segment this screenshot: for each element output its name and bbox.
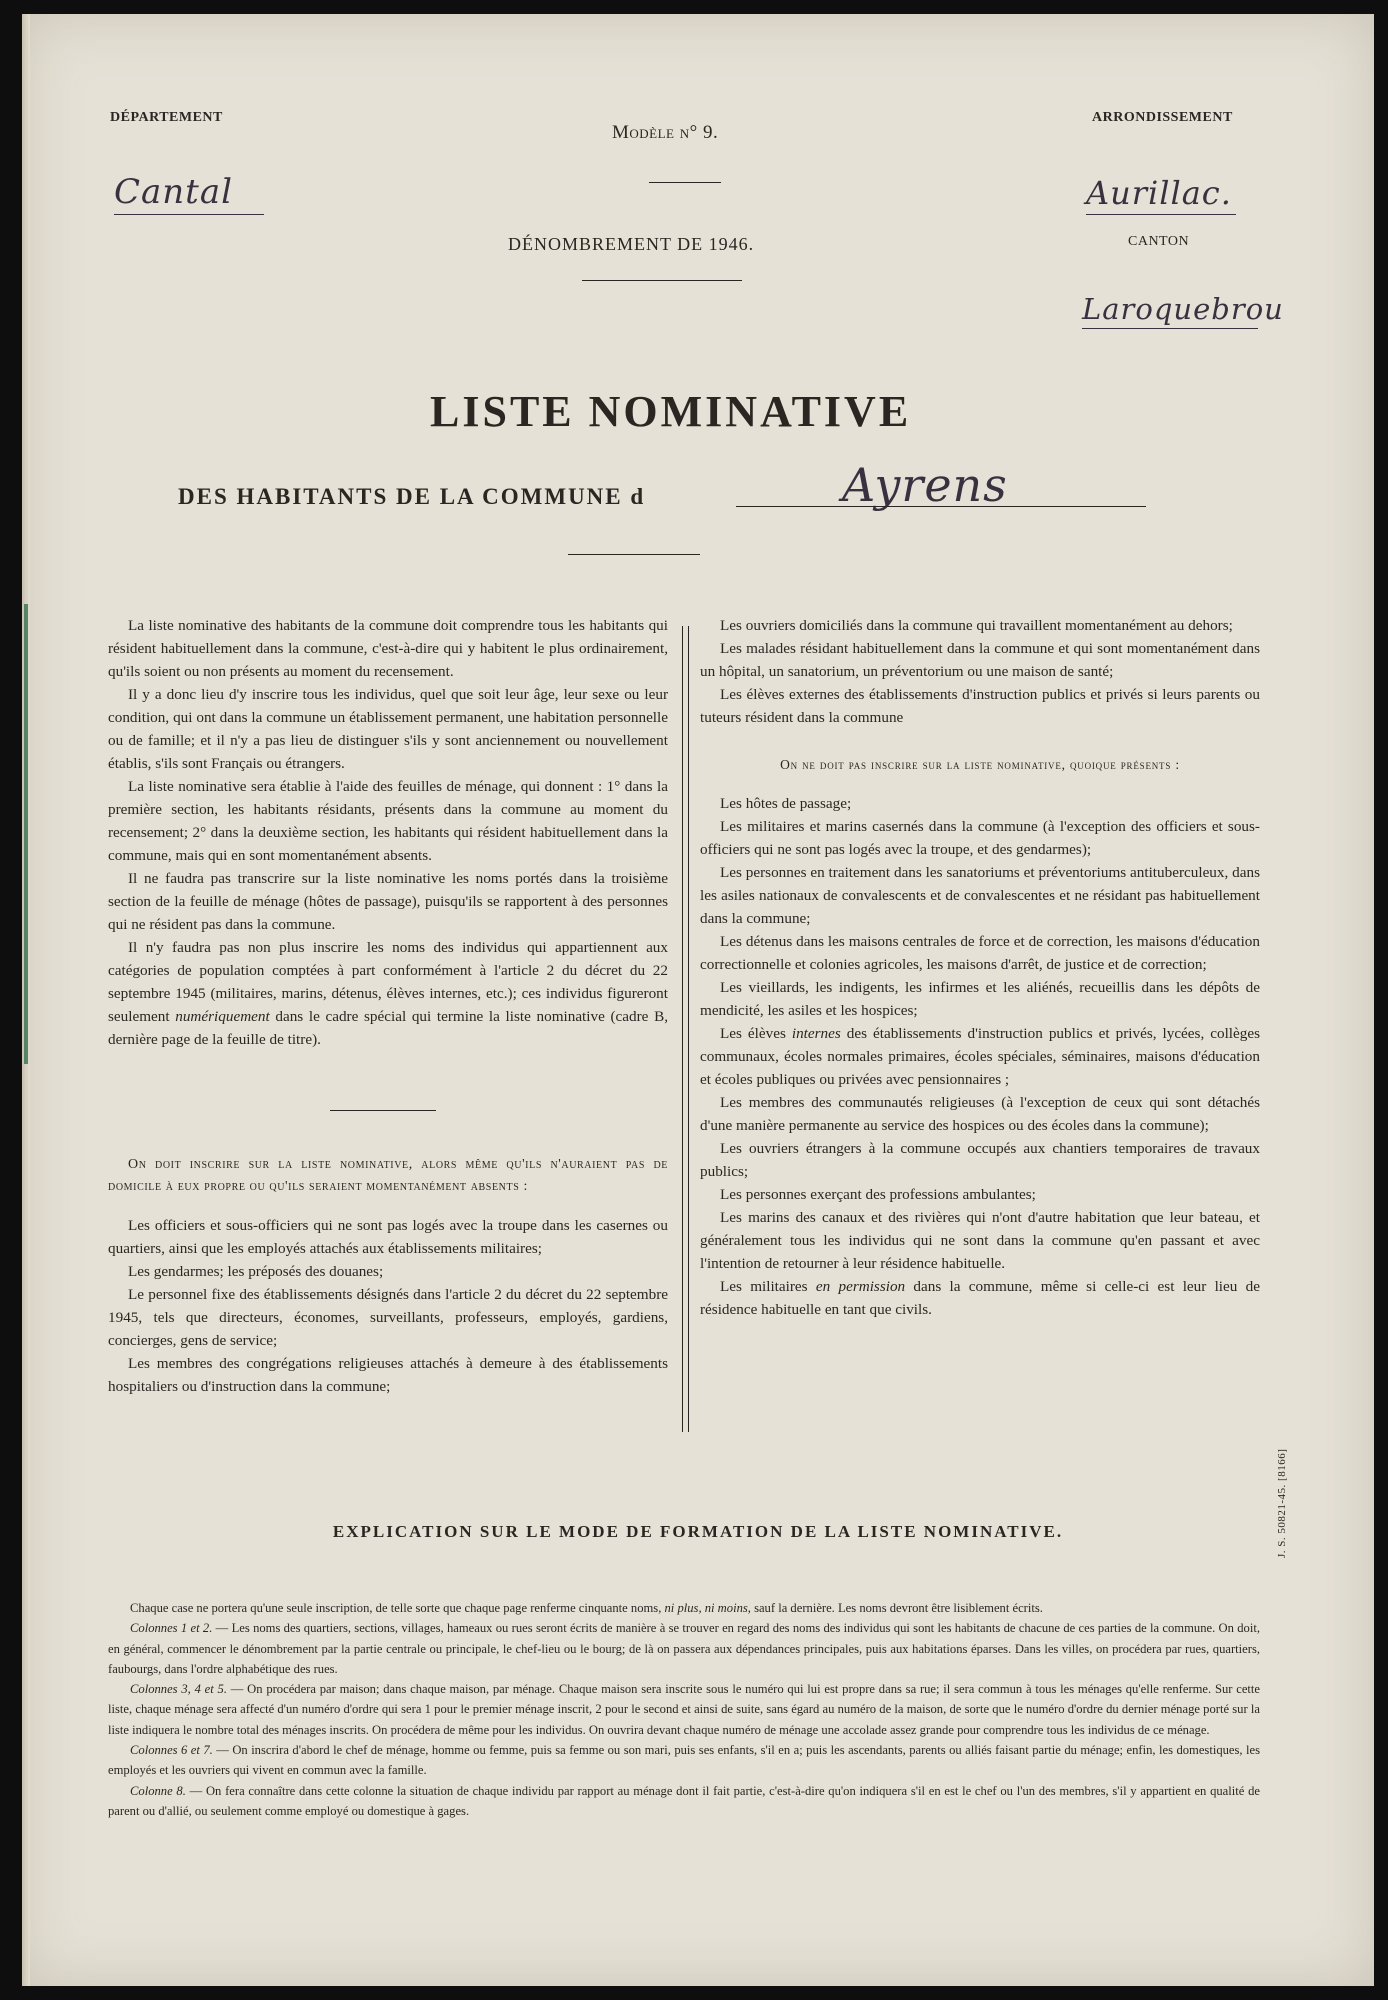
list-item: Les vieillards, les indigents, les infirmes et les aliénés, recueillis dans les dépôts de mendicité, les asiles et les hospices; (700, 979, 1260, 1019)
list-item: Les membres des communautés religieuses (à l'exception de ceux qui sont détachés d'une manière permanente au service des hospices ou des écoles dans la commune); (700, 1094, 1260, 1134)
paragraph (108, 1740, 1260, 1781)
explication-title: EXPLICATION SUR LE MODE DE FORMATION DE LA LISTE NOMINATIVE. (332, 1522, 1064, 1541)
header-rule-2 (582, 280, 742, 281)
left-column (108, 614, 668, 1051)
paragraph: La liste nominative des habitants de la commune doit comprendre tous les habitants qui résident habituellement dans la commune, c'est-à-dire qui y habitent le plus ordinairement, qu'ils soient ou non présents au moment du recensement. (108, 617, 668, 680)
column-divider (688, 626, 689, 1432)
title-rule (568, 554, 700, 555)
list-item (700, 1022, 1260, 1091)
paragraph (108, 1781, 1260, 1822)
departement-value: Cantal (114, 172, 264, 215)
text-run: Les militaires (720, 1278, 816, 1295)
list-item: Le personnel fixe des établissements désignés dans l'article 2 du décret du 22 septembre 1945, tels que directeurs, économes, surveillants, professeurs, employés, gardiens, concierges, gens de service; (108, 1286, 668, 1349)
commune-line-label: DES HABITANTS DE LA COMMUNE d (178, 484, 646, 509)
printer-mark: J. S. 50821-45. [8166] (1276, 1448, 1288, 1558)
exclude-heading: On ne doit pas inscrire sur la liste nominative, quoique présents : (780, 757, 1180, 772)
paragraph: La liste nominative sera établie à l'aide des feuilles de ménage, qui donnent : 1° dans la première section, les habitants résidants, présents dans la commune au moment du recensement; 2° dans la deuxième section, les habitants qui résident habituellement dans la commune, mais qui en sont momentanément absents. (108, 778, 668, 864)
departement-label: DÉPARTEMENT (110, 110, 223, 125)
list-item: Les marins des canaux et des rivières qui n'ont d'autre habitation que leur bateau, et généralement tous les individus qui ne sont dans la commune qu'en passant et avec l'intention de retourner à leur résidence habituelle. (700, 1209, 1260, 1272)
text-run: Il n'y faudra pas non plus inscrire les noms des individus qui appartiennent aux catégories de population comptées à part conformément à l'article 2 du décret du 22 septembre 1945 (militaires, marins, détenus, élèves internes, etc.); ces individus figureront seulement (108, 939, 668, 1025)
emphasis-text: en permission (815, 1278, 906, 1295)
paragraph (108, 936, 668, 1051)
left-divider-rule (330, 1110, 436, 1111)
list-item: Les militaires et marins casernés dans la commune (à l'exception des officiers et sous-officiers qui ne sont pas logés avec la troupe, et des gendarmes); (700, 818, 1260, 858)
paragraph: Il y a donc lieu d'y inscrire tous les individus, quel que soit leur âge, leur sexe ou leur condition, qui ont dans la commune un établissement permanent, une habitation personnelle ou de famille; et il n'y a pas lieu de distinguer s'ils y sont anciennement ou nouvellement établis, s'ils sont Français ou étrangers. (108, 686, 668, 772)
commune-underline (736, 506, 1146, 507)
text-run: dans la commune, même si celle-ci est leur lieu de résidence habituelle en tant que civils. (700, 1278, 1260, 1318)
text-run: des établissements d'instruction publics et privés, lycées, collèges communaux, écoles normales primaires, écoles spéciales, séminaires, maisons d'éducation et écoles publiques ou privées avec pensionnaires ; (700, 1025, 1260, 1088)
denombrement-title: DÉNOMBREMENT DE 1946. (508, 234, 755, 254)
text-run: — On procédera par maison; dans chaque maison, par ménage. Chaque maison sera inscrite sous le numéro qui lui est propre dans sa rue; il sera commun à tous les ménages qu'elle renferme. Sur cette liste, chaque ménage sera affecté d'un numéro d'ordre qui sera 1 pour le premier ménage inscrit, 2 pour le second et ainsi de suite, sans égard au numéro de la maison, de sorte que le numéro d'ordre du dernier ménage porté sur la liste indiquera le nombre total des ménages inscrits. On procédera de même pour les individus. On ouvrira devant chaque numéro de ménage une accolade assez grande pour comprendre tous les individus de ce ménage. (108, 1682, 1260, 1737)
left-column-lower (108, 1154, 668, 1398)
arrondissement-value: Aurillac. (1086, 174, 1236, 215)
text-run: Les élèves (720, 1025, 792, 1042)
inscribe-heading: On doit inscrire sur la liste nominative, alors même qu'ils n'auraient pas de domicile à eux propre ou qu'ils seraient momentanément absents : (108, 1157, 668, 1194)
commune-value: Ayrens (842, 458, 1008, 512)
paragraph (108, 1679, 1260, 1740)
list-item: Les malades résidant habituellement dans la commune et qui sont momentanément dans un hôpital, un sanatorium, un préventorium ou une maison de santé; (700, 640, 1260, 680)
document-page (22, 14, 1374, 1986)
list-item (700, 1275, 1260, 1321)
column-reference: Colonne 8. (130, 1783, 186, 1798)
list-item: Les élèves externes des établissements d'instruction publics et privés si leurs parents ou tuteurs résident dans la commune (700, 686, 1260, 726)
emphasis-text: ni plus, ni moins, (664, 1601, 751, 1615)
header-rule-1 (649, 182, 721, 183)
list-item: Les ouvriers domiciliés dans la commune qui travaillent momentanément au dehors; (720, 617, 1233, 634)
text-run: — Les noms des quartiers, sections, villages, hameaux ou rues seront écrits de manière à se trouver en regard des noms des individus qui sont les habitants de chacune de ces parties de la commune. On doit, en général, commencer le dénombrement par la partie centrale ou principale, le chef-lieu ou le bourg; de là on passera aux dépendances principales, puis aux habitations éparses. Dans les villes, on procédera par rues, quartiers, faubourgs, dans l'ordre alphabétique des rues. (108, 1621, 1260, 1676)
page-title: LISTE NOMINATIVE (430, 387, 912, 436)
text-run: — On inscrira d'abord le chef de ménage, homme ou femme, puis sa femme ou son mari, puis ses enfants, s'il en a; puis les ascendants, parents ou alliés faisant partie du ménage; enfin, les domestiques, les employés et les ouvriers qui vivent en commun avec la famille. (108, 1743, 1261, 1778)
list-item: Les personnes exerçant des professions ambulantes; (720, 1186, 1036, 1203)
list-item: Les détenus dans les maisons centrales de force et de correction, les maisons d'éducation correctionnelle et colonies agricoles, les maisons d'arrêt, de justice et de correction; (700, 933, 1260, 973)
emphasis-text: internes (791, 1025, 841, 1042)
paragraph: Il ne faudra pas transcrire sur la liste nominative les noms portés dans la troisième section de la feuille de ménage (hôtes de passage), puisqu'ils se rapportent à des personnes qui ne résident pas dans la commune. (108, 870, 668, 933)
column-divider (682, 626, 683, 1432)
text-run: Chaque case ne portera qu'une seule inscription, de telle sorte que chaque page renferme cinquante noms, (130, 1601, 665, 1615)
right-column (700, 614, 1260, 1321)
list-item: Les membres des congrégations religieuses attachés à demeure à des établissements hospitaliers ou d'instruction dans la commune; (108, 1355, 668, 1395)
list-item: Les personnes en traitement dans les sanatoriums et préventoriums antituberculeux, dans les asiles nationaux de convalescents et de convalescentes et ne résidant pas habituellement dans la commune; (700, 864, 1260, 927)
list-item: Les ouvriers étrangers à la commune occupés aux chantiers temporaires de travaux publics; (700, 1140, 1260, 1180)
explication-body (108, 1598, 1260, 1821)
arrondissement-label: ARRONDISSEMENT (1092, 110, 1233, 125)
emphasis-text: numériquement (175, 1008, 270, 1025)
text-run: — On fera connaître dans cette colonne la situation de chaque individu par rapport au ménage dont il fait partie, c'est-à-dire qu'on indiquera s'il en est le chef ou l'un des membres, s'il y appartient en qualité de parent ou d'allié, ou seulement comme employé ou domestique à gages. (108, 1783, 1260, 1818)
list-item: Les gendarmes; les préposés des douanes; (128, 1263, 384, 1280)
text-run: dans le cadre spécial qui termine la liste nominative (cadre B, dernière page de la feuille de titre). (108, 1008, 668, 1048)
canton-value: Laroquebrou (1082, 292, 1258, 329)
paragraph (108, 1598, 1260, 1618)
canton-label: CANTON (1128, 234, 1190, 249)
binding-tape-stripe (24, 604, 28, 1064)
text-run: sauf la dernière. Les noms devront être lisiblement écrits. (750, 1601, 1043, 1615)
list-item: Les hôtes de passage; (720, 795, 852, 812)
paragraph (108, 1618, 1260, 1679)
modele-number: Modèle n° 9. (612, 122, 719, 143)
column-reference: Colonnes 3, 4 et 5. (130, 1682, 227, 1697)
list-item: Les officiers et sous-officiers qui ne sont pas logés avec la troupe dans les casernes ou quartiers, ainsi que les employés attachés aux établissements militaires; (108, 1217, 668, 1257)
column-reference: Colonnes 6 et 7. (130, 1743, 213, 1758)
column-reference: Colonnes 1 et 2. (130, 1621, 213, 1636)
